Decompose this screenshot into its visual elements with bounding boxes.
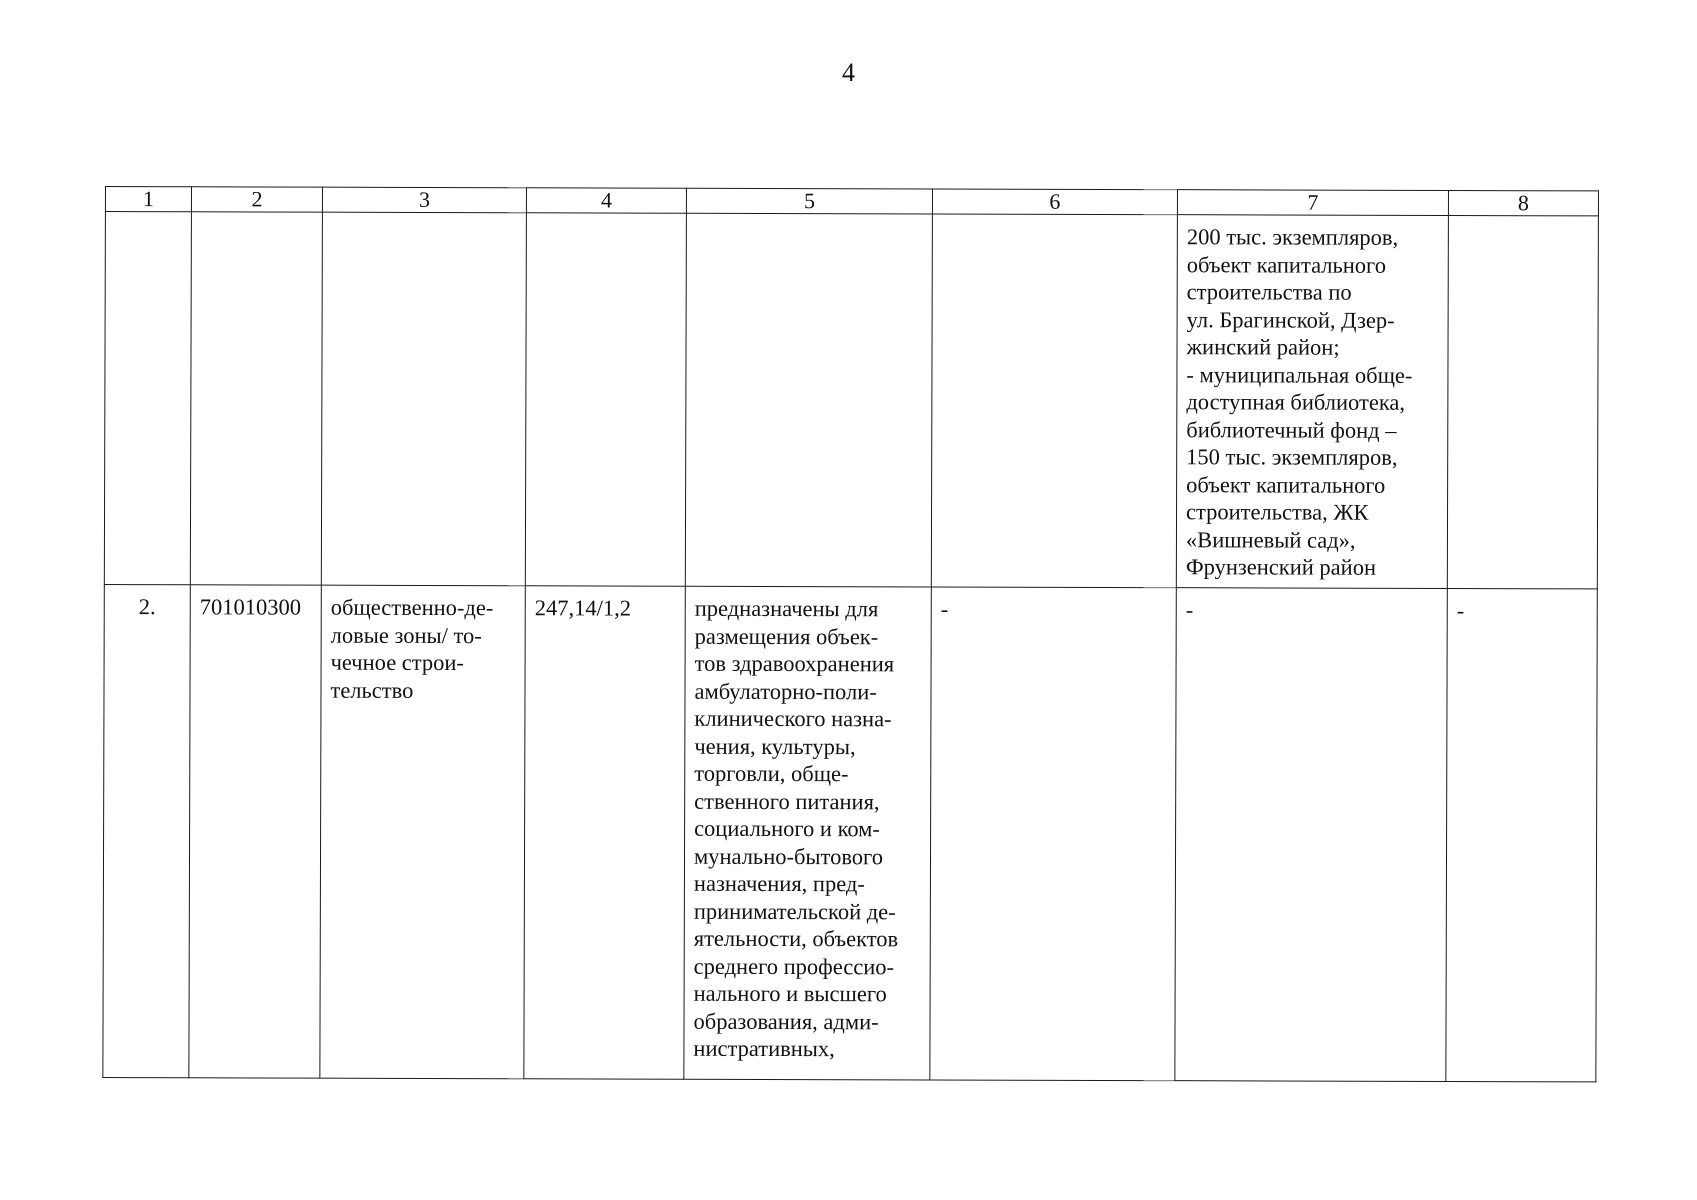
table-row — [104, 212, 1598, 589]
table-row — [103, 584, 1597, 1081]
column-number-3: 3 — [322, 187, 526, 213]
table-cell-library-objects: 200 тыс. экземпляров, объект капитального строительства по ул. Брагинской, Дзер- жинский район; - муниципальная обще- доступная библиотека, библиотечный фонд – 150 тыс. экземпляров, объект капитального строительства, ЖК «Вишневый сад», Фрунзенский район — [1176, 215, 1448, 589]
page-number: 4 — [842, 58, 855, 87]
row-number: 2. — [103, 584, 190, 1077]
table-cell — [104, 212, 191, 585]
table-cell — [685, 213, 932, 587]
zone-code: 701010300 — [189, 585, 321, 1078]
column-number-2: 2 — [191, 187, 322, 212]
table-cell: - — [1446, 588, 1597, 1081]
table-cell — [931, 214, 1177, 588]
table-cell — [525, 213, 686, 586]
table-cell: - — [1175, 588, 1447, 1082]
column-number-8: 8 — [1448, 190, 1598, 215]
table-cell: - — [930, 587, 1176, 1081]
zone-name: общественно-де- ловые зоны/ то- чечное строи- тельство — [320, 585, 525, 1079]
table-cell — [1447, 215, 1598, 588]
zone-purpose: предназначены для размещения объек- тов здравоохранения амбулаторно-поли- клинического назна- чения, культуры, торговли, обще- ственного питания, социального и ком- мунально-бытового назначения, пред- принимательской де- ятельности, объектов среднего профессио- нального и высшего образования, адми- нистративных, — [684, 586, 931, 1080]
table-cell — [190, 212, 322, 585]
column-number-1: 1 — [105, 187, 191, 212]
column-number-5: 5 — [686, 188, 932, 214]
column-number-6: 6 — [932, 189, 1177, 215]
zoning-table — [102, 186, 1599, 1082]
column-number-4: 4 — [526, 188, 686, 213]
table-cell — [321, 212, 526, 586]
zone-area: 247,14/1,2 — [524, 586, 685, 1079]
column-number-7: 7 — [1177, 190, 1448, 216]
